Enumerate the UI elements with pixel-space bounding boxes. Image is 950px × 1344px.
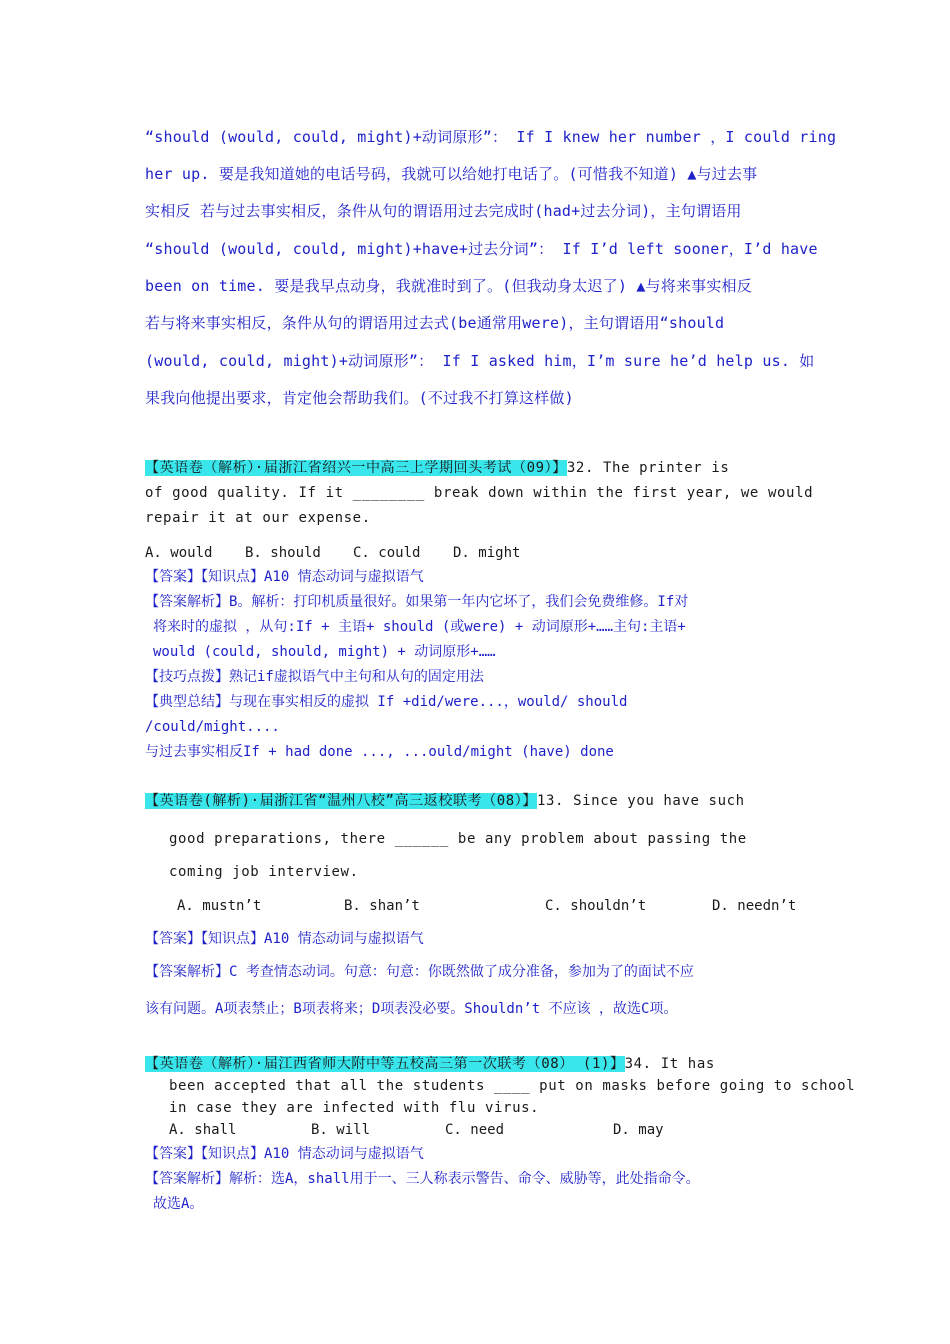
- summary-line: /could/might....: [145, 719, 280, 735]
- question-stem: in case they are infected with flu virus.: [169, 1100, 540, 1116]
- question-source-line: [145, 458, 729, 478]
- option-a: A. shall: [169, 1122, 237, 1138]
- answer-analysis: would (could, should, might) + 动词原形+……: [153, 644, 496, 660]
- tip-line: 【技巧点拨】熟记if虚拟语气中主句和从句的固定用法: [145, 669, 484, 685]
- question-stem: repair it at our expense.: [145, 510, 371, 526]
- intro-line: 果我向他提出要求，肯定他会帮助我们。(不过我不打算这样做): [145, 389, 574, 407]
- answer-analysis: 【答案解析】解析：选A，shall用于一、三人称表示警告、命令、威胁等，此处指命令。: [145, 1171, 700, 1187]
- intro-line: “should (would, could, might)+have+过去分词”： If I’d left sooner，I’d have: [145, 240, 818, 258]
- option-c: C. shouldn’t: [545, 898, 647, 914]
- option-c: C. could: [353, 545, 421, 561]
- intro-line: her up. 要是我知道她的电话号码，我就可以给她打电话了。(可惜我不知道) ▲与过去事: [145, 165, 758, 183]
- answer-line: 【答案】【知识点】A10 情态动词与虚拟语气: [145, 1146, 424, 1162]
- answer-line: 【答案】【知识点】A10 情态动词与虚拟语气: [145, 569, 424, 585]
- question-stem: 34. It has: [624, 1056, 715, 1072]
- question-stem: good preparations, there ______ be any problem about passing the: [169, 831, 747, 847]
- question-stem: been accepted that all the students ____ put on masks before going to school: [169, 1078, 856, 1094]
- summary-line: 【典型总结】与现在事实相反的虚拟 If +did/were...，would/ should: [145, 694, 628, 710]
- option-b: B. should: [245, 545, 321, 561]
- answer-line: 【答案】【知识点】A10 情态动词与虚拟语气: [145, 931, 424, 947]
- question-source: 【英语卷（解析）·届浙江省绍兴一中高三上学期回头考试（09）】: [145, 460, 567, 476]
- question-stem: 32. The printer is: [566, 460, 730, 476]
- intro-line: 若与将来事实相反，条件从句的谓语用过去式(be通常用were)，主句谓语用“should: [145, 314, 725, 332]
- option-d: D. may: [613, 1122, 664, 1138]
- answer-analysis: 【答案解析】C 考查情态动词。句意：句意：你既然做了成分准备，参加为了的面试不应: [145, 964, 694, 980]
- option-b: B. shan’t: [344, 898, 420, 914]
- option-c: C. need: [445, 1122, 505, 1138]
- option-a: A. would: [145, 545, 213, 561]
- question-stem: coming job interview.: [169, 864, 359, 880]
- answer-analysis: 故选A。: [153, 1196, 204, 1212]
- question-source: 【英语卷(解析)·届浙江省“温州八校”高三返校联考（08）】: [145, 793, 537, 809]
- option-a: A. mustn’t: [177, 898, 262, 914]
- intro-line: 实相反 若与过去事实相反，条件从句的谓语用过去完成时(had+过去分词)，主句谓语用: [145, 202, 742, 220]
- answer-analysis: 【答案解析】B。解析：打印机质量很好。如果第一年内它坏了，我们会免费维修。If对: [145, 594, 689, 610]
- answer-analysis: 将来时的虚拟 ，从句:If + 主语+ should (或were) + 动词原形+……主句:主语+: [153, 619, 686, 635]
- intro-line: “should (would, could, might)+动词原形”： If I knew her number ，I could ring: [145, 128, 837, 146]
- question-source-line: [145, 1054, 715, 1074]
- answer-analysis: 该有问题。A项表禁止；B项表将来；D项表没必要。Shouldn’t 不应该 ，故选C项。: [145, 1001, 678, 1017]
- question-source-line: [145, 791, 745, 811]
- option-b: B. will: [311, 1122, 371, 1138]
- question-stem: 13. Since you have such: [537, 793, 745, 809]
- option-d: D. needn’t: [712, 898, 797, 914]
- intro-line: been on time. 要是我早点动身，我就准时到了。(但我动身太迟了) ▲与将来事实相反: [145, 277, 752, 295]
- summary-line: 与过去事实相反If + had done ..., ...ould/might (have) done: [145, 744, 614, 760]
- question-source: 【英语卷（解析）·届江西省师大附中等五校高三第一次联考（08） (1)】: [145, 1056, 625, 1072]
- intro-line: (would, could, might)+动词原形”： If I asked him，I’m sure he’d help us. 如: [145, 352, 815, 370]
- question-stem: of good quality. If it ________ break down within the first year, we would: [145, 485, 814, 501]
- option-d: D. might: [453, 545, 521, 561]
